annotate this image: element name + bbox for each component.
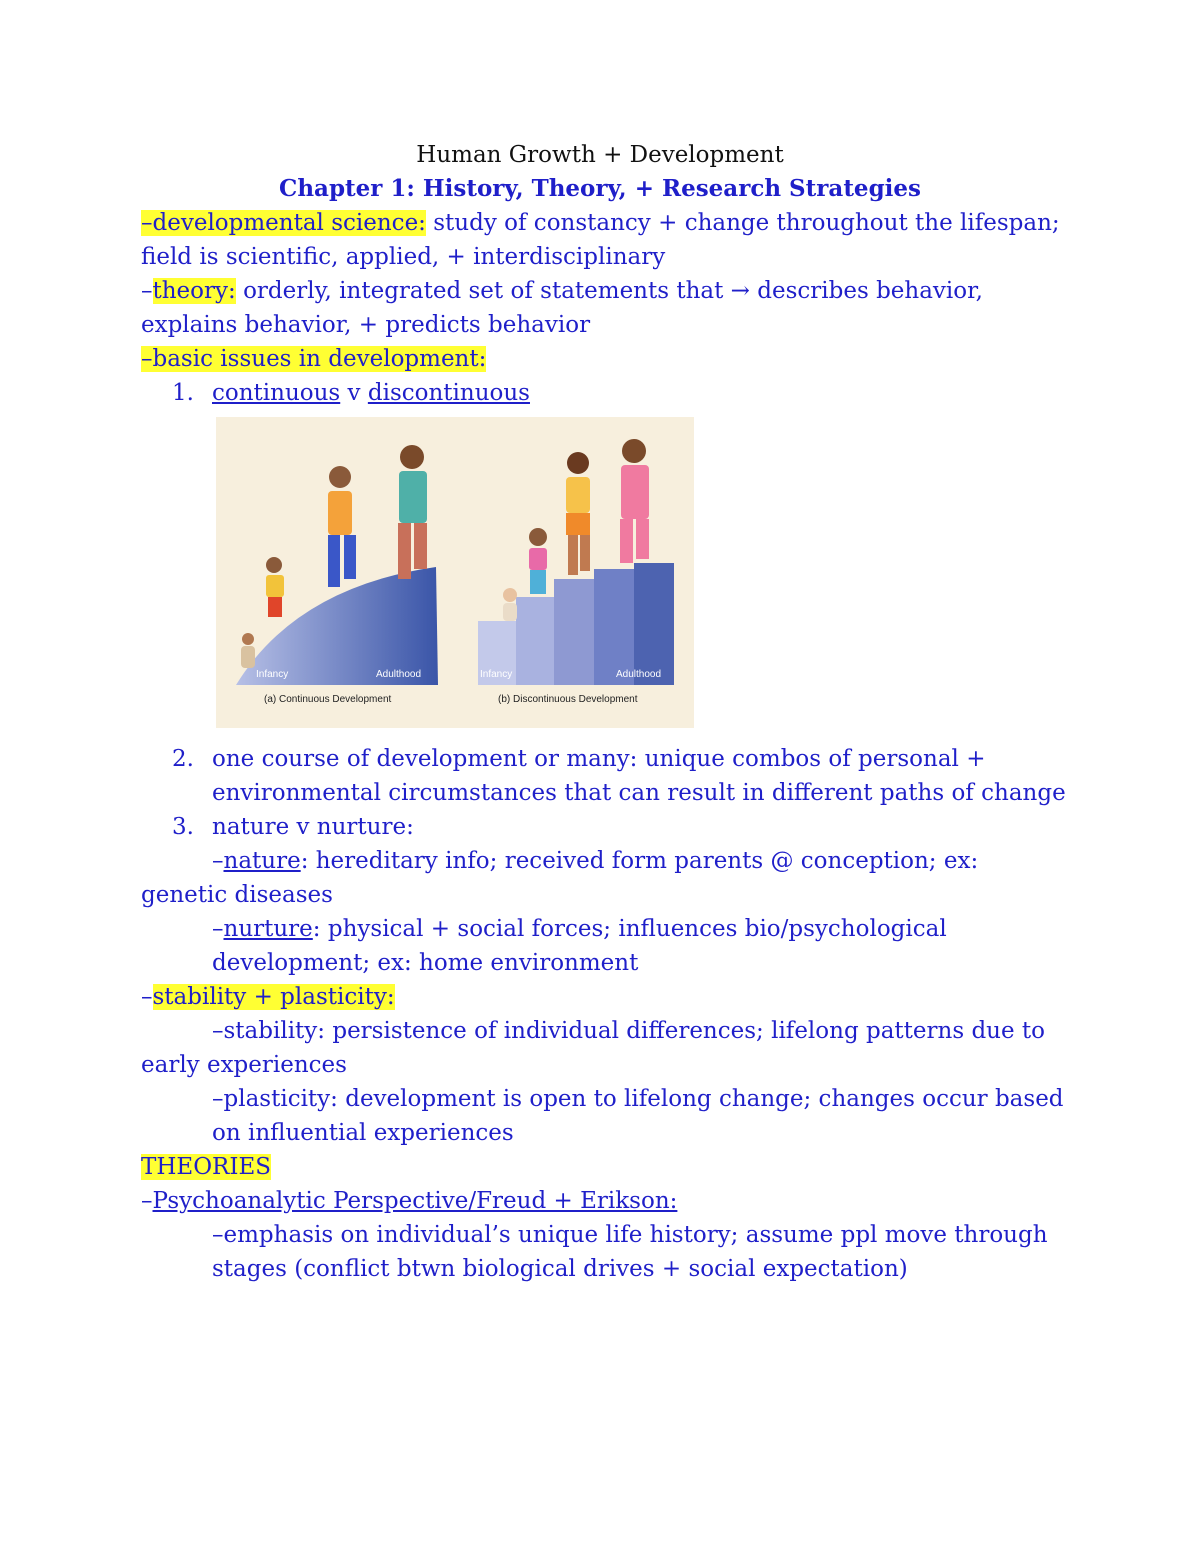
theory-term: theory: — [152, 278, 236, 304]
theory-line-1: –theory: orderly, integrated set of statements that → describes behavior, — [141, 278, 983, 304]
psychoanalytic-line-1: –emphasis on individual’s unique life history; assume ppl move through — [212, 1222, 1048, 1248]
sitting-infant-figure — [503, 588, 517, 621]
nurture-line-1: –nurture: physical + social forces; influences bio/psychological — [212, 916, 947, 942]
girl-figure — [529, 528, 547, 594]
psychoanalytic-line-2: stages (conflict btwn biological drives + social expectation) — [212, 1256, 908, 1282]
discontinuous-term: discontinuous — [367, 380, 530, 406]
right-adulthood-label: Adulthood — [616, 669, 662, 680]
plasticity-line-2: on influential experiences — [212, 1120, 514, 1146]
devsci-term: –developmental science: — [141, 210, 426, 236]
development-illustration — [216, 417, 694, 728]
development-figure — [216, 417, 694, 728]
theories-heading: THEORIES — [141, 1154, 271, 1180]
stair-step-5 — [634, 563, 674, 685]
left-adulthood-label: Adulthood — [376, 669, 422, 680]
teen-girl-figure — [566, 452, 590, 575]
list-item-3: 3. nature v nurture: — [172, 814, 414, 840]
discontinuous-caption: (b) Discontinuous Development — [498, 694, 638, 705]
right-infancy-label: Infancy — [480, 669, 513, 680]
list-item-2-cont: environmental circumstances that can result in different paths of change — [212, 780, 1066, 806]
child-figure — [266, 557, 284, 617]
woman-figure — [620, 439, 649, 563]
plasticity-line-1: –plasticity: development is open to lifelong change; changes occur based — [212, 1086, 1064, 1112]
nature-line-2: genetic diseases — [141, 882, 333, 908]
stair-step-3 — [554, 579, 594, 685]
crawling-infant-figure — [241, 633, 255, 668]
continuous-term: continuous — [212, 380, 341, 406]
continuous-caption: (a) Continuous Development — [264, 694, 392, 705]
devsci-line-2: field is scientific, applied, + interdisciplinary — [141, 244, 666, 270]
psychoanalytic-term: Psychoanalytic Perspective/Freud + Erikson: — [152, 1188, 678, 1214]
list-item-1: 1. continuous v discontinuous — [172, 380, 530, 406]
devsci-line-1: –developmental science: study of constancy + change throughout the lifespan; — [141, 210, 1060, 236]
nurture-line-2: development; ex: home environment — [212, 950, 639, 976]
stability-line-1: –stability: persistence of individual differences; lifelong patterns due to — [212, 1018, 1045, 1044]
theory-line-2: explains behavior, + predicts behavior — [141, 312, 591, 338]
chapter-heading: Chapter 1: History, Theory, + Research Strategies — [279, 175, 921, 202]
stair-step-2 — [516, 597, 554, 685]
stability-heading: –stability + plasticity: — [141, 984, 395, 1010]
nurture-term: nurture — [223, 916, 313, 942]
stability-term: stability + plasticity: — [152, 984, 395, 1010]
nature-term: nature — [223, 848, 301, 874]
document-title: Human Growth + Development — [416, 142, 784, 168]
stair-step-4 — [594, 569, 634, 685]
psychoanalytic-heading: –Psychoanalytic Perspective/Freud + Erikson: — [141, 1188, 678, 1214]
stability-line-2: early experiences — [141, 1052, 347, 1078]
basic-issues-heading: –basic issues in development: — [141, 346, 487, 372]
nature-line-1: –nature: hereditary info; received form parents @ conception; ex: — [212, 848, 979, 874]
left-infancy-label: Infancy — [256, 669, 289, 680]
list-item-2: 2. one course of development or many: unique combos of personal + — [172, 746, 986, 772]
teen-figure — [328, 466, 356, 587]
adult-figure — [398, 445, 427, 579]
